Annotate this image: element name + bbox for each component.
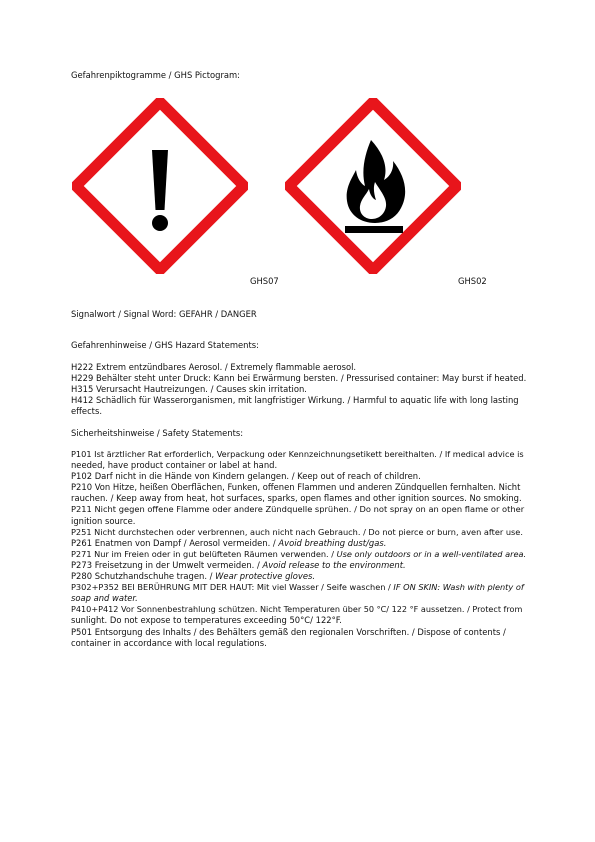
safety-text-italic: Wear protective gloves. — [215, 571, 316, 582]
safety-text-italic: IF ON SKIN: Wash with plenty of — [393, 582, 524, 593]
safety-line — [71, 582, 527, 593]
safety-line — [71, 538, 527, 549]
safety-line: soap and water. — [71, 593, 138, 604]
safety-text-italic: Use only outdoors or in a well-ventilated area. — [336, 548, 527, 559]
ghs02-code: GHS02 — [458, 276, 487, 286]
safety-text: P280 Schutzhandschuhe tragen. / — [71, 571, 216, 582]
exclamation-mark-icon — [72, 98, 248, 274]
safety-line — [71, 571, 527, 582]
safety-text-italic: Avoid release to the environment. — [262, 559, 406, 570]
pictogram-heading: Gefahrenpiktogramme / GHS Pictogram: — [71, 70, 241, 80]
safety-line — [71, 549, 527, 560]
signal-word: Signalwort / Signal Word: GEFAHR / DANGER — [71, 309, 257, 319]
safety-heading: Sicherheitshinweise / Safety Statements: — [71, 428, 244, 438]
safety-line: P251 Nicht durchstechen oder verbrennen, auch nicht nach Gebrauch. / Do not pierce or burn, aven after use. — [71, 526, 523, 537]
safety-text-italic: Avoid breathing dust/gas. — [278, 537, 387, 548]
safety-line: P101 Ist ärztlicher Rat erforderlich, Verpackung oder Kennzeichnungsetikett bereithalten. / If medical advice is — [71, 449, 524, 459]
safety-line: ignition source. — [71, 515, 136, 526]
hazard-line: H412 Schädlich für Wasserorganismen, mit langfristiger Wirkung. / Harmful to aquatic life with long lasting — [71, 395, 519, 406]
hazard-heading: Gefahrenhinweise / GHS Hazard Statements: — [71, 340, 259, 350]
safety-text: P302+P352 BEI BERÜHRUNG MIT DER HAUT: Mit viel Wasser / Seife waschen / — [71, 582, 394, 593]
safety-line: P410+P412 Vor Sonnenbestrahlung schützen. Nicht Temperaturen über 50 °C/ 122 °F aussetzen. / Protect from — [71, 604, 523, 615]
safety-line: container in accordance with local regulations. — [71, 637, 267, 648]
safety-line: needed, have product container or label at hand. — [71, 460, 278, 471]
safety-text: P261 Enatmen von Dampf / Aerosol vermeiden. / — [71, 537, 279, 548]
safety-line: P102 Darf nicht in die Hände von Kindern gelangen. / Keep out of reach of children. — [71, 471, 421, 482]
flame-icon — [285, 98, 461, 274]
hazard-line: H229 Behälter steht unter Druck: Kann bei Erwärmung bersten. / Pressurised container: May burst if heated. — [71, 373, 527, 384]
safety-text: P273 Freisetzung in der Umwelt vermeiden. / — [71, 559, 263, 570]
hazard-line: H315 Verursacht Hautreizungen. / Causes skin irritation. — [71, 384, 307, 395]
safety-line: rauchen. / Keep away from heat, hot surfaces, sparks, open flames and other ignition sources. No smoking. — [71, 493, 522, 504]
safety-line: P211 Nicht gegen offene Flamme oder andere Zündquelle sprühen. / Do not spray on an open flame or other — [71, 504, 525, 515]
ghs02-pictogram — [285, 98, 461, 274]
safety-line: sunlight. Do not expose to temperatures exceeding 50°C/ 122°F. — [71, 615, 342, 626]
hazard-line: H222 Extrem entzündbares Aerosol. / Extremely flammable aerosol. — [71, 362, 357, 372]
safety-line — [71, 560, 527, 571]
safety-line: P501 Entsorgung des Inhalts / des Behälters gemäß den regionalen Vorschriften. / Dispose of contents / — [71, 626, 506, 637]
ghs07-pictogram — [72, 98, 248, 274]
hazard-statements — [71, 362, 527, 417]
safety-text: P271 Nur im Freien oder in gut belüfteten Räumen verwenden. / — [71, 548, 337, 559]
safety-statements — [71, 449, 527, 649]
safety-line: P210 Von Hitze, heißen Oberflächen, Funken, offenen Flammen und anderen Zündquellen fernhalten. Nicht — [71, 482, 521, 493]
hazard-line: effects. — [71, 406, 102, 417]
ghs07-code: GHS07 — [250, 276, 279, 286]
